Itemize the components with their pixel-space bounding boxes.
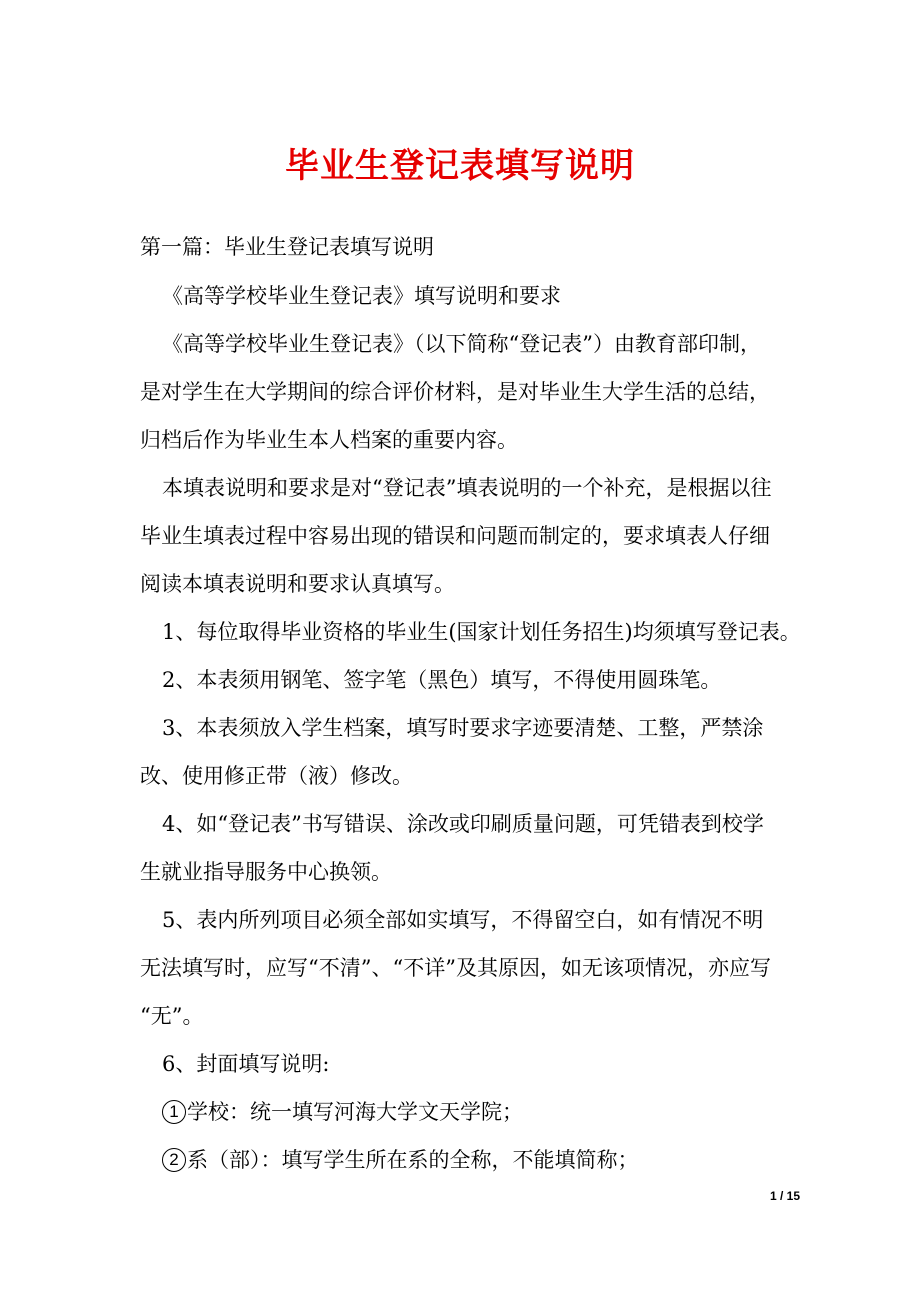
paragraph-line: 阅读本填表说明和要求认真填写。 bbox=[140, 572, 455, 596]
document-title: 毕业生登记表填写说明 bbox=[285, 146, 635, 186]
paragraph-line: 是对学生在大学期间的综合评价材料，是对毕业生大学生活的总结， bbox=[140, 380, 770, 404]
page-number: 1 / 15 bbox=[769, 1189, 800, 1203]
list-item: 1、每位取得毕业资格的毕业生(国家计划任务招生)均须填写登记表。 bbox=[162, 620, 801, 644]
paragraph-line: 归档后作为毕业生本人档案的重要内容。 bbox=[140, 428, 518, 452]
list-item-continuation: “无”。 bbox=[140, 1004, 204, 1028]
sub-list-item-text: 学校：统一填写河海大学文天学院； bbox=[187, 1100, 523, 1124]
list-item: 4、如“登记表”书写错误、涂改或印刷质量问题，可凭错表到校学 bbox=[162, 812, 764, 836]
list-item: 5、表内所列项目必须全部如实填写，不得留空白，如有情况不明 bbox=[162, 908, 764, 932]
list-item: 6、封面填写说明: bbox=[162, 1052, 330, 1076]
sub-list-item bbox=[162, 1097, 523, 1127]
sub-list-item bbox=[162, 1145, 639, 1175]
sub-list-item-text: 系（部）：填写学生所在系的全称，不能填简称； bbox=[187, 1148, 639, 1172]
list-item: 3、本表须放入学生档案，填写时要求字迹要清楚、工整，严禁涂 bbox=[162, 716, 764, 740]
list-item-continuation: 生就业指导服务中心换领。 bbox=[140, 860, 392, 884]
list-item: 2、本表须用钢笔、签字笔（黑色）填写，不得使用圆珠笔。 bbox=[162, 668, 722, 692]
paragraph-line: 本填表说明和要求是对“登记表”填表说明的一个补充，是根据以往 bbox=[162, 476, 772, 500]
subheading: 《高等学校毕业生登记表》填写说明和要求 bbox=[162, 284, 561, 308]
paragraph-line: 《高等学校毕业生登记表》（以下简称“登记表”）由教育部印制， bbox=[162, 332, 761, 356]
paragraph-line: 毕业生填表过程中容易出现的错误和问题而制定的，要求填表人仔细 bbox=[140, 524, 770, 548]
circled-number-marker: 1 bbox=[162, 1100, 186, 1124]
circled-number-marker: 2 bbox=[162, 1148, 186, 1172]
section-heading: 第一篇：毕业生登记表填写说明 bbox=[140, 235, 434, 259]
list-item-continuation: 改、使用修正带（液）修改。 bbox=[140, 764, 413, 788]
list-item-continuation: 无法填写时，应写“不清”、“不详”及其原因，如无该项情况，亦应写 bbox=[140, 956, 771, 980]
